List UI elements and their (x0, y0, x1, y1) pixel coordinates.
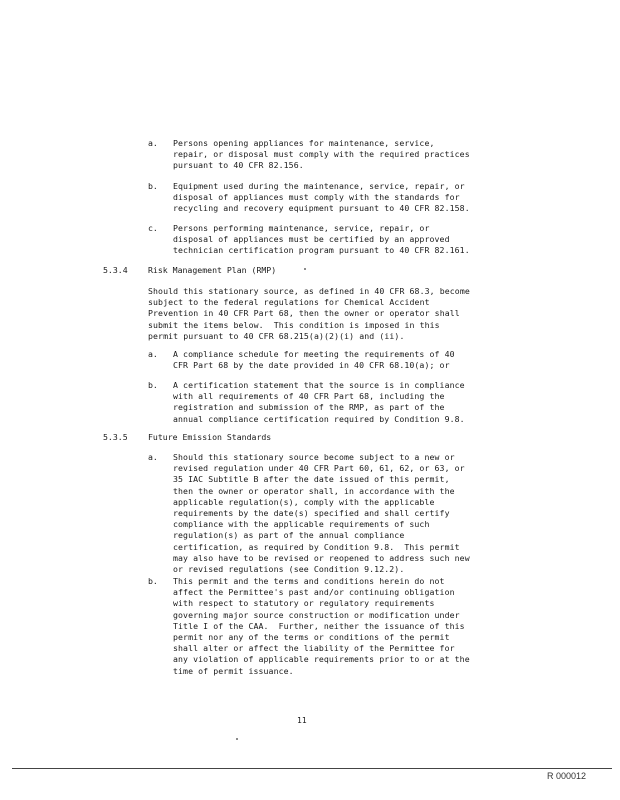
text-line: Should this stationary source, as defined in 40 CFR 68.3, become (148, 286, 470, 296)
item-label: a. (148, 452, 158, 462)
text-line: any violation of applicable requirements prior to or at the (173, 654, 470, 665)
text-line: affect the Permittee's past and/or continuing obligation (173, 587, 455, 598)
text-line: subject to the federal regulations for Chemical Accident (148, 297, 430, 308)
item-label: b. (148, 380, 158, 390)
text-line: requirements by the date(s) specified and shall certify (173, 508, 450, 519)
text-line: CFR Part 68 by the date provided in 40 CFR 68.10(a); or (173, 360, 450, 371)
item-label: c. (148, 223, 158, 233)
text-line: annual compliance certification required by Condition 9.8. (173, 413, 465, 424)
text-line: compliance with the applicable requirements of such (173, 519, 430, 530)
text-line: time of permit issuance. (173, 665, 294, 676)
item-text (173, 576, 470, 677)
item-text (173, 349, 455, 371)
text-line: applicable regulation(s), comply with the applicable (173, 496, 435, 507)
text-line: pursuant to 40 CFR 82.156. (173, 160, 304, 171)
text-line: may also have to be revised or reopened to address such new (173, 552, 470, 563)
text-line: Persons performing maintenance, service, repair, or (173, 223, 430, 233)
text-line: then the owner or operator shall, in accordance with the (173, 485, 455, 496)
text-line: A compliance schedule for meeting the requirements of 40 (173, 349, 455, 359)
scan-speck (304, 268, 306, 270)
item-text (173, 452, 470, 575)
text-line: This permit and the terms and conditions herein do not (173, 576, 445, 586)
item-text (173, 223, 470, 257)
item-text (173, 181, 470, 215)
item-text (173, 138, 470, 172)
section-number: 5.3.4 (103, 265, 128, 275)
text-line: repair, or disposal must comply with the required practices (173, 149, 470, 160)
text-line: Should this stationary source become subject to a new or (173, 452, 455, 462)
text-line: disposal of appliances must be certified by an approved (173, 234, 450, 245)
section-intro (148, 286, 470, 342)
item-label: a. (148, 138, 158, 148)
text-line: Prevention in 40 CFR Part 68, then the owner or operator shall (148, 308, 460, 319)
text-line: Equipment used during the maintenance, service, repair, or (173, 181, 465, 191)
footer-rule (12, 768, 612, 769)
text-line: recycling and recovery equipment pursuant to 40 CFR 82.158. (173, 203, 470, 214)
text-line: disposal of appliances must comply with the standards for (173, 192, 460, 203)
text-line: with respect to statutory or regulatory requirements (173, 598, 435, 609)
section-heading: Future Emission Standards (148, 432, 272, 442)
text-line: permit pursuant to 40 CFR 68.215(a)(2)(i) and (ii). (148, 330, 405, 341)
text-line: Title I of the CAA. Further, neither the issuance of this (173, 620, 465, 631)
item-label: b. (148, 181, 158, 191)
text-line: 35 IAC Subtitle B after the date issued of this permit, (173, 474, 450, 485)
scan-speck (236, 738, 238, 740)
text-line: A certification statement that the source is in compliance (173, 380, 465, 390)
text-line: submit the items below. This condition is imposed in this (148, 319, 440, 330)
text-line: registration and submission of the RMP, as part of the (173, 402, 445, 413)
item-label: a. (148, 349, 158, 359)
item-label: b. (148, 576, 158, 586)
section-heading: Risk Management Plan (RMP) (148, 265, 277, 275)
page-number: 11 (297, 716, 307, 725)
text-line: or revised regulations (see Condition 9.12.2). (173, 564, 405, 575)
text-line: governing major source construction or modification under (173, 609, 460, 620)
text-line: revised regulation under 40 CFR Part 60, 61, 62, or 63, or (173, 463, 465, 474)
item-text (173, 380, 465, 425)
text-line: regulation(s) as part of the annual compliance (173, 530, 405, 541)
text-line: permit nor any of the terms or conditions of the permit (173, 632, 450, 643)
text-line: technician certification program pursuant to 40 CFR 82.161. (173, 245, 470, 256)
text-line: Persons opening appliances for maintenance, service, (173, 138, 435, 148)
text-line: shall alter or affect the liability of the Permittee for (173, 643, 455, 654)
text-line: certification, as required by Condition 9.8. This permit (173, 541, 460, 552)
text-line: with all requirements of 40 CFR Part 68, including the (173, 391, 445, 402)
bates-number: R 000012 (546, 771, 586, 781)
section-number: 5.3.5 (103, 432, 128, 442)
